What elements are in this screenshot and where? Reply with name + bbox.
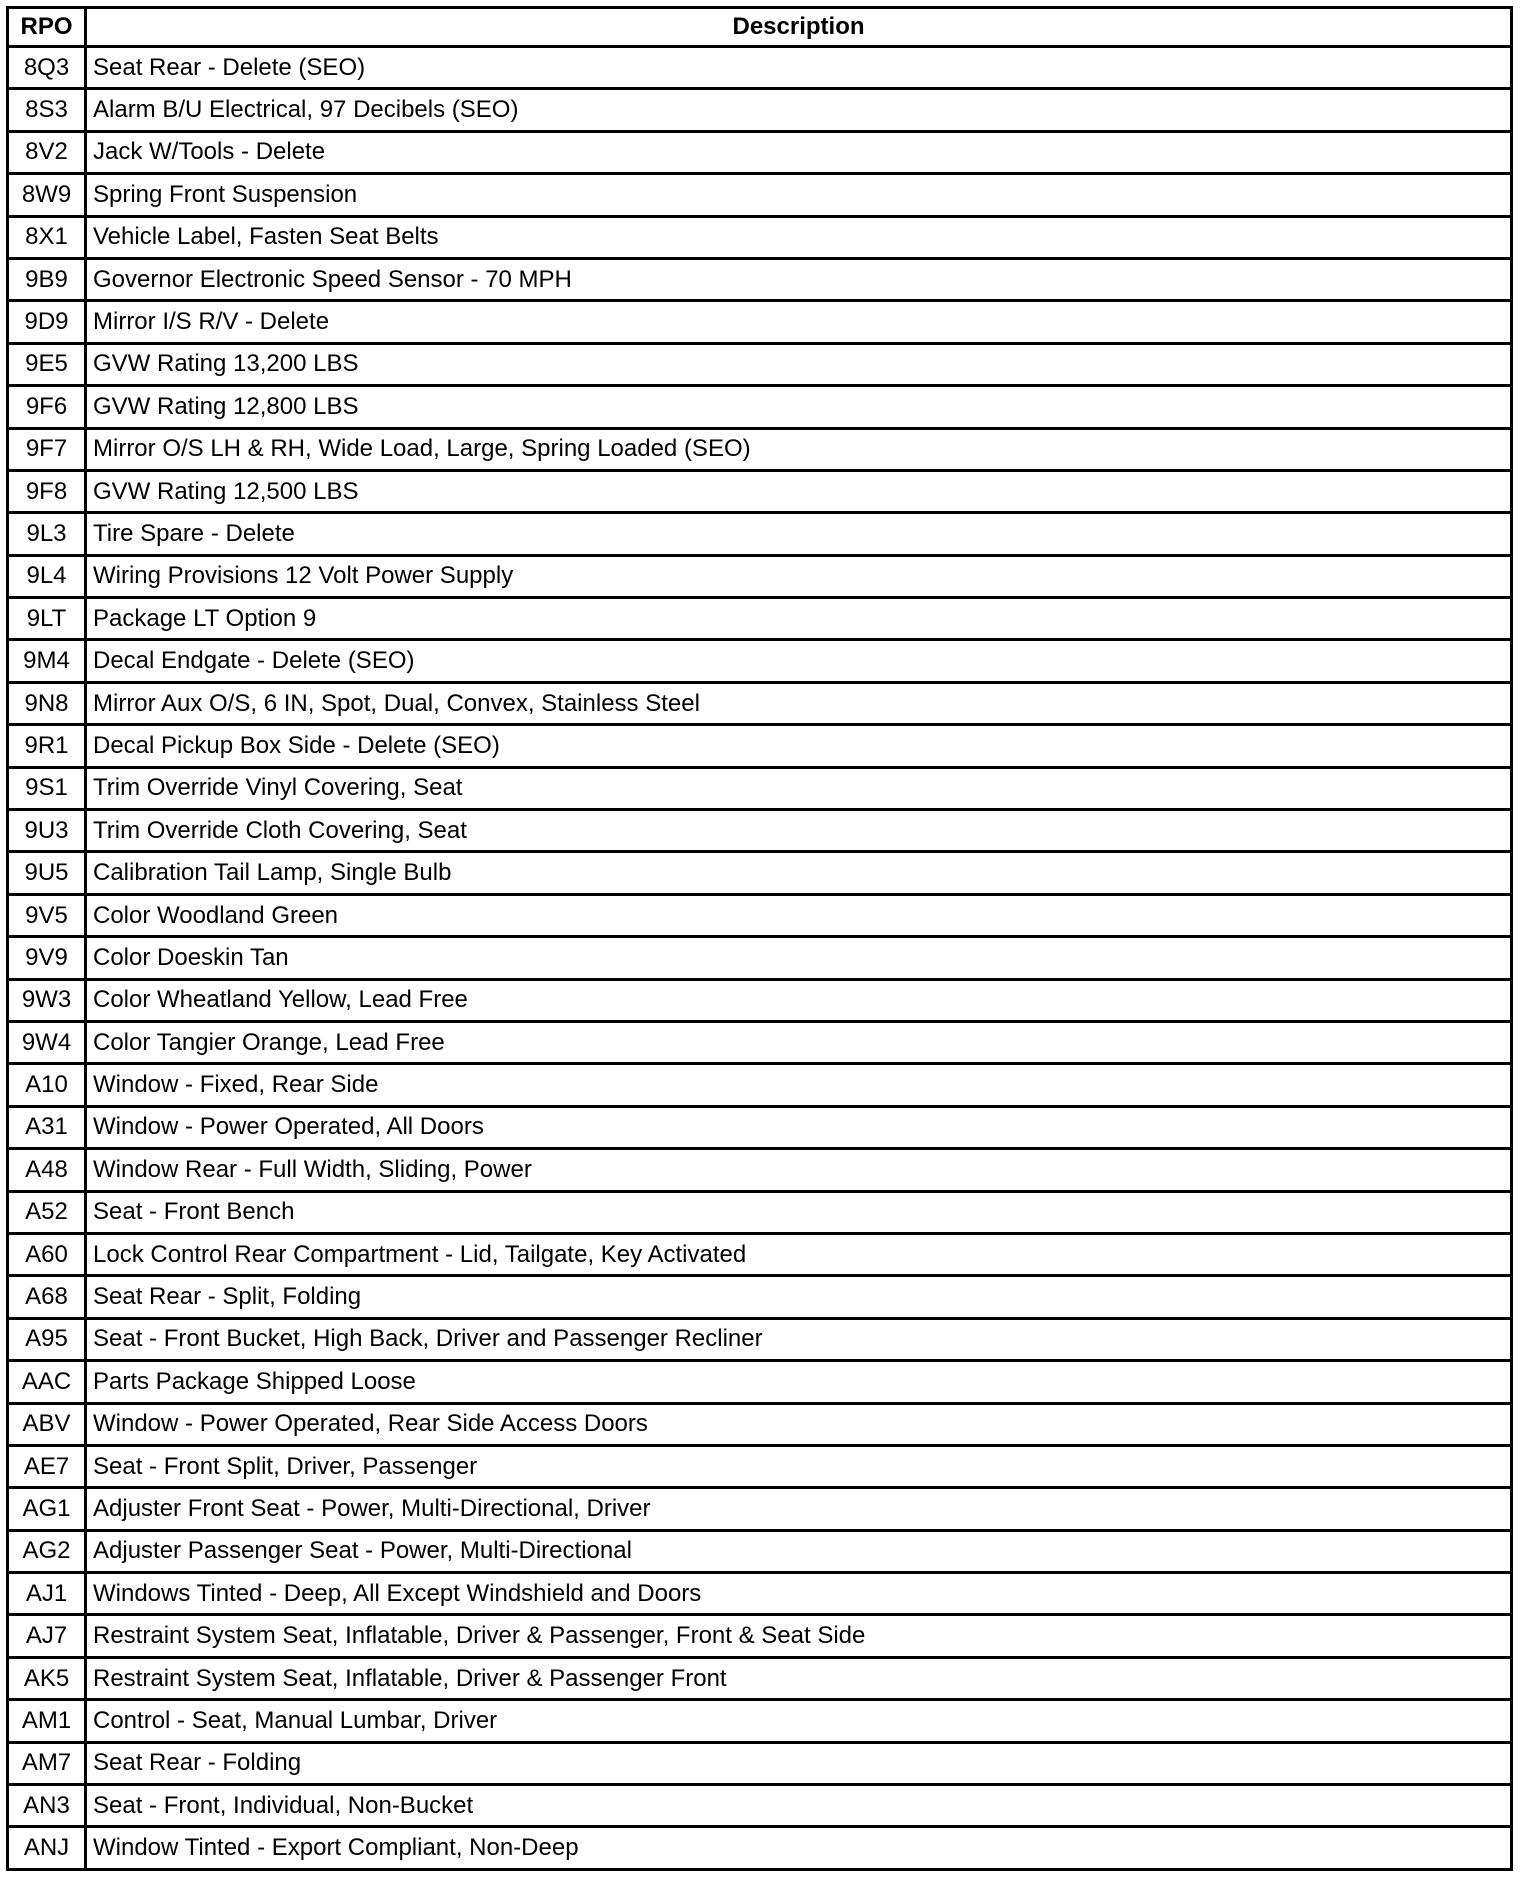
table-row	[8, 386, 1512, 428]
table-row	[8, 1276, 1512, 1318]
table-row	[8, 1488, 1512, 1530]
rpo-table	[6, 6, 1513, 1871]
table-row	[8, 1403, 1512, 1445]
rpo-code-cell: 9F7	[8, 428, 86, 470]
table-row	[8, 1318, 1512, 1360]
description-cell: GVW Rating 13,200 LBS	[86, 343, 1512, 385]
description-cell: Seat - Front Bucket, High Back, Driver and Passenger Recliner	[86, 1318, 1512, 1360]
table-row	[8, 1021, 1512, 1063]
rpo-code-cell: 9L3	[8, 513, 86, 555]
table-row	[8, 1700, 1512, 1742]
table-row	[8, 555, 1512, 597]
table-row	[8, 301, 1512, 343]
description-cell: GVW Rating 12,800 LBS	[86, 386, 1512, 428]
table-row	[8, 513, 1512, 555]
rpo-code-cell: A31	[8, 1106, 86, 1148]
rpo-code-cell: AG1	[8, 1488, 86, 1530]
table-row	[8, 1615, 1512, 1657]
description-cell: Decal Pickup Box Side - Delete (SEO)	[86, 725, 1512, 767]
description-cell: Spring Front Suspension	[86, 174, 1512, 216]
table-row	[8, 1785, 1512, 1827]
rpo-code-cell: 9W3	[8, 979, 86, 1021]
rpo-code-cell: AJ1	[8, 1573, 86, 1615]
description-cell: Governor Electronic Speed Sensor - 70 MPH	[86, 258, 1512, 300]
table-row	[8, 598, 1512, 640]
rpo-code-cell: A48	[8, 1149, 86, 1191]
table-row	[8, 1361, 1512, 1403]
rpo-code-cell: 9F8	[8, 470, 86, 512]
description-cell: Window - Fixed, Rear Side	[86, 1064, 1512, 1106]
description-cell: Seat - Front, Individual, Non-Bucket	[86, 1785, 1512, 1827]
description-cell: Color Woodland Green	[86, 894, 1512, 936]
description-cell: Seat - Front Split, Driver, Passenger	[86, 1445, 1512, 1487]
table-row	[8, 767, 1512, 809]
table-row	[8, 640, 1512, 682]
rpo-code-cell: 9M4	[8, 640, 86, 682]
description-cell: Calibration Tail Lamp, Single Bulb	[86, 852, 1512, 894]
description-cell: Color Tangier Orange, Lead Free	[86, 1021, 1512, 1063]
table-row	[8, 174, 1512, 216]
rpo-code-cell: 9R1	[8, 725, 86, 767]
rpo-code-cell: 9U3	[8, 810, 86, 852]
rpo-code-cell: A52	[8, 1191, 86, 1233]
description-cell: Mirror O/S LH & RH, Wide Load, Large, Spring Loaded (SEO)	[86, 428, 1512, 470]
description-cell: Adjuster Front Seat - Power, Multi-Directional, Driver	[86, 1488, 1512, 1530]
description-cell: Window Rear - Full Width, Sliding, Power	[86, 1149, 1512, 1191]
header-row	[8, 8, 1512, 47]
rpo-code-cell: 9U5	[8, 852, 86, 894]
table-row	[8, 1233, 1512, 1275]
header-description: Description	[86, 8, 1512, 47]
table-row	[8, 1445, 1512, 1487]
rpo-code-cell: AJ7	[8, 1615, 86, 1657]
description-cell: Parts Package Shipped Loose	[86, 1361, 1512, 1403]
description-cell: Mirror Aux O/S, 6 IN, Spot, Dual, Convex, Stainless Steel	[86, 682, 1512, 724]
table-row	[8, 428, 1512, 470]
table-row	[8, 1530, 1512, 1572]
rpo-sheet	[6, 6, 1510, 1871]
header-rpo: RPO	[8, 8, 86, 47]
description-cell: Window - Power Operated, Rear Side Access Doors	[86, 1403, 1512, 1445]
rpo-code-cell: AM1	[8, 1700, 86, 1742]
table-body	[8, 47, 1512, 1870]
rpo-code-cell: 8X1	[8, 216, 86, 258]
description-cell: Seat Rear - Folding	[86, 1742, 1512, 1784]
description-cell: Window - Power Operated, All Doors	[86, 1106, 1512, 1148]
table-row	[8, 258, 1512, 300]
description-cell: Seat Rear - Delete (SEO)	[86, 47, 1512, 89]
table-row	[8, 852, 1512, 894]
description-cell: Lock Control Rear Compartment - Lid, Tailgate, Key Activated	[86, 1233, 1512, 1275]
description-cell: Window Tinted - Export Compliant, Non-Deep	[86, 1827, 1512, 1869]
rpo-code-cell: AAC	[8, 1361, 86, 1403]
rpo-code-cell: 8Q3	[8, 47, 86, 89]
rpo-code-cell: 9LT	[8, 598, 86, 640]
description-cell: Package LT Option 9	[86, 598, 1512, 640]
rpo-code-cell: 9B9	[8, 258, 86, 300]
rpo-code-cell: AE7	[8, 1445, 86, 1487]
table-row	[8, 1742, 1512, 1784]
rpo-code-cell: A10	[8, 1064, 86, 1106]
rpo-code-cell: A68	[8, 1276, 86, 1318]
description-cell: Jack W/Tools - Delete	[86, 131, 1512, 173]
table-row	[8, 1191, 1512, 1233]
rpo-code-cell: 8W9	[8, 174, 86, 216]
table-row	[8, 1657, 1512, 1699]
description-cell: Color Wheatland Yellow, Lead Free	[86, 979, 1512, 1021]
rpo-code-cell: AK5	[8, 1657, 86, 1699]
rpo-code-cell: 9S1	[8, 767, 86, 809]
table-row	[8, 470, 1512, 512]
rpo-code-cell: 9D9	[8, 301, 86, 343]
description-cell: Color Doeskin Tan	[86, 937, 1512, 979]
description-cell: Mirror I/S R/V - Delete	[86, 301, 1512, 343]
description-cell: Windows Tinted - Deep, All Except Windshield and Doors	[86, 1573, 1512, 1615]
description-cell: Wiring Provisions 12 Volt Power Supply	[86, 555, 1512, 597]
table-row	[8, 1149, 1512, 1191]
description-cell: GVW Rating 12,500 LBS	[86, 470, 1512, 512]
description-cell: Adjuster Passenger Seat - Power, Multi-Directional	[86, 1530, 1512, 1572]
description-cell: Alarm B/U Electrical, 97 Decibels (SEO)	[86, 89, 1512, 131]
description-cell: Restraint System Seat, Inflatable, Driver & Passenger Front	[86, 1657, 1512, 1699]
table-row	[8, 1064, 1512, 1106]
description-cell: Trim Override Cloth Covering, Seat	[86, 810, 1512, 852]
rpo-code-cell: 9V5	[8, 894, 86, 936]
description-cell: Decal Endgate - Delete (SEO)	[86, 640, 1512, 682]
table-row	[8, 725, 1512, 767]
table-row	[8, 682, 1512, 724]
rpo-code-cell: ABV	[8, 1403, 86, 1445]
table-row	[8, 1827, 1512, 1869]
table-row	[8, 47, 1512, 89]
description-cell: Vehicle Label, Fasten Seat Belts	[86, 216, 1512, 258]
rpo-code-cell: 9N8	[8, 682, 86, 724]
rpo-code-cell: 9V9	[8, 937, 86, 979]
table-row	[8, 131, 1512, 173]
table-row	[8, 343, 1512, 385]
rpo-code-cell: A60	[8, 1233, 86, 1275]
rpo-code-cell: A95	[8, 1318, 86, 1360]
table-row	[8, 810, 1512, 852]
table-row	[8, 1573, 1512, 1615]
description-cell: Restraint System Seat, Inflatable, Driver & Passenger, Front & Seat Side	[86, 1615, 1512, 1657]
rpo-code-cell: AG2	[8, 1530, 86, 1572]
table-row	[8, 89, 1512, 131]
rpo-code-cell: 9W4	[8, 1021, 86, 1063]
rpo-code-cell: 9F6	[8, 386, 86, 428]
rpo-code-cell: AN3	[8, 1785, 86, 1827]
description-cell: Tire Spare - Delete	[86, 513, 1512, 555]
table-row	[8, 937, 1512, 979]
table-row	[8, 894, 1512, 936]
description-cell: Control - Seat, Manual Lumbar, Driver	[86, 1700, 1512, 1742]
rpo-code-cell: 8S3	[8, 89, 86, 131]
description-cell: Trim Override Vinyl Covering, Seat	[86, 767, 1512, 809]
table-row	[8, 216, 1512, 258]
table-row	[8, 1106, 1512, 1148]
table-row	[8, 979, 1512, 1021]
rpo-code-cell: AM7	[8, 1742, 86, 1784]
description-cell: Seat - Front Bench	[86, 1191, 1512, 1233]
rpo-code-cell: 9L4	[8, 555, 86, 597]
rpo-code-cell: ANJ	[8, 1827, 86, 1869]
rpo-code-cell: 9E5	[8, 343, 86, 385]
description-cell: Seat Rear - Split, Folding	[86, 1276, 1512, 1318]
rpo-code-cell: 8V2	[8, 131, 86, 173]
